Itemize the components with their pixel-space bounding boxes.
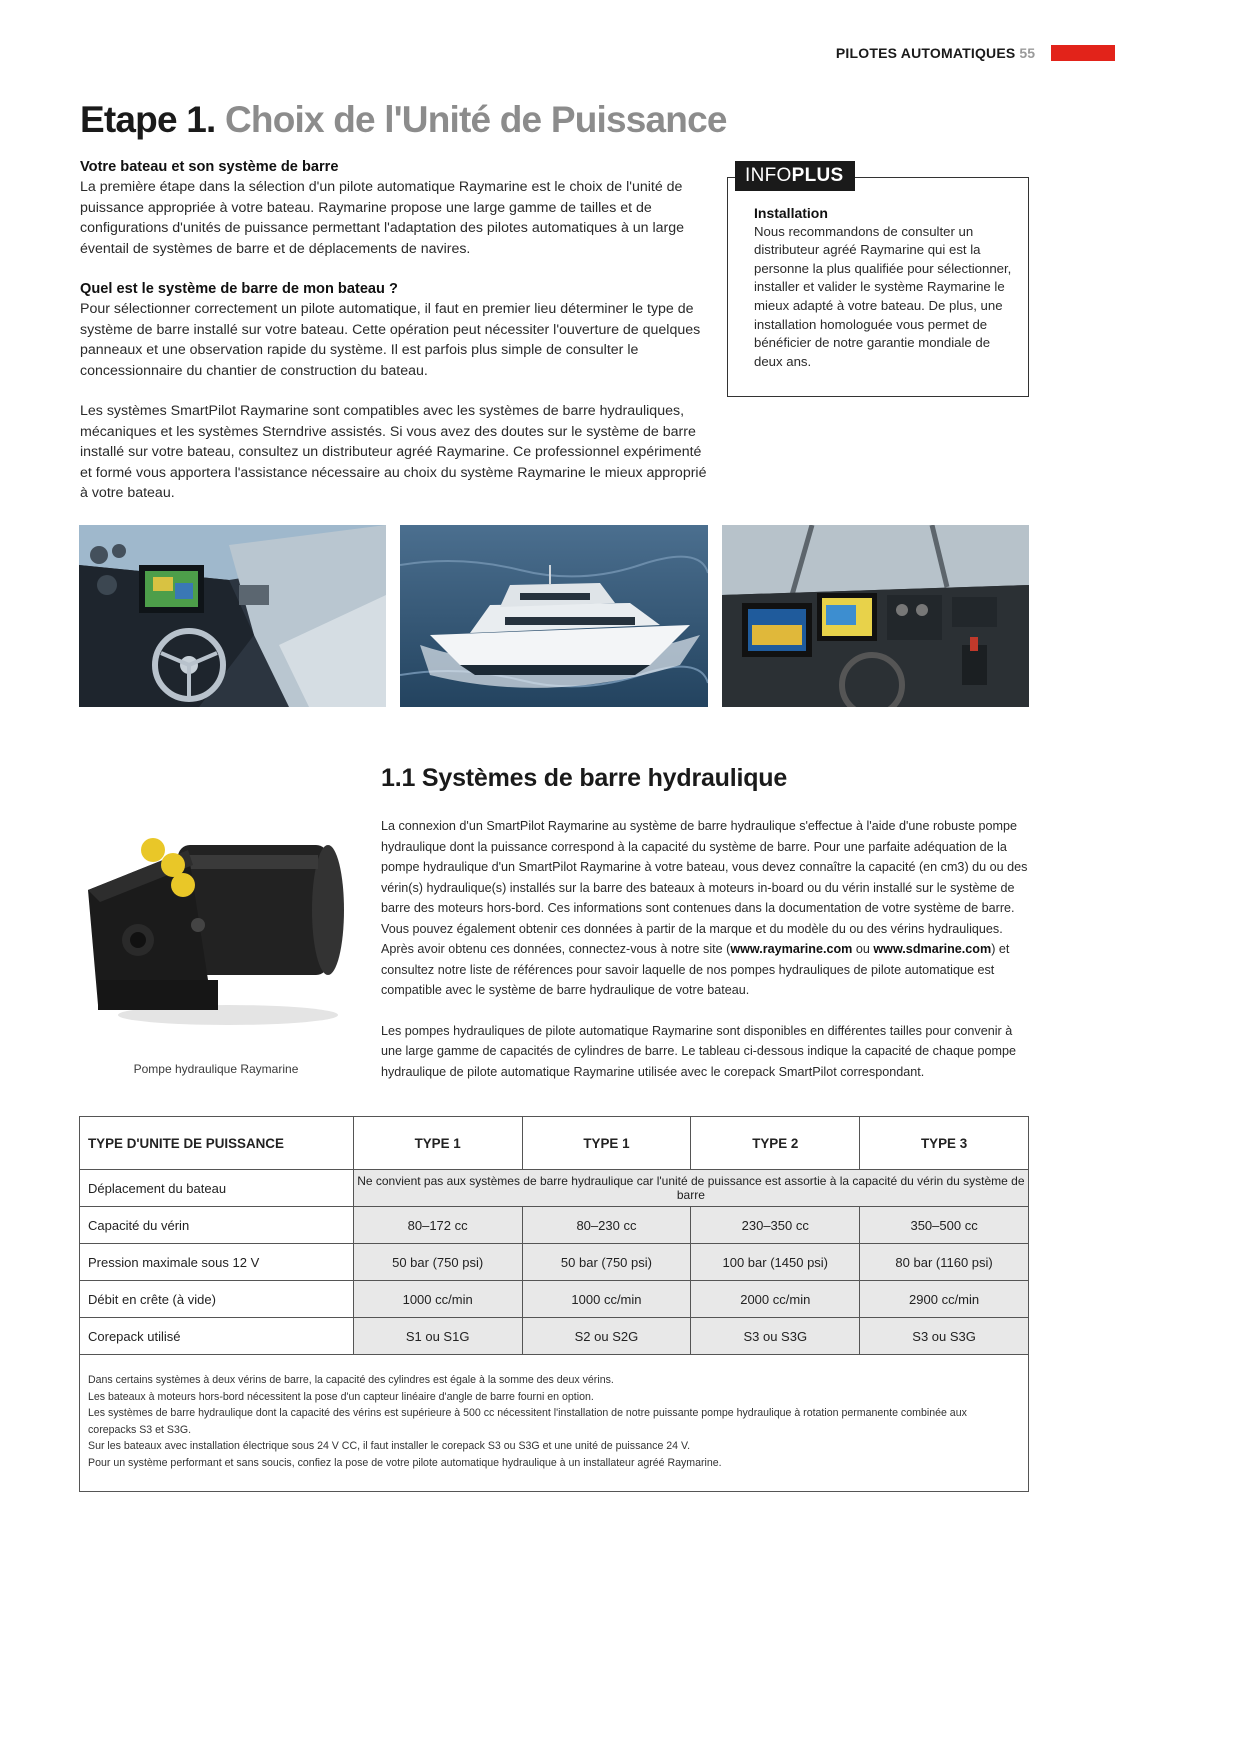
sdmarine-link[interactable]: www.sdmarine.com (873, 942, 992, 956)
section-heading: 1.1 Systèmes de barre hydraulique (381, 764, 788, 792)
photo-yacht (400, 525, 708, 707)
table-row (80, 1244, 1029, 1281)
table-header: TYPE 1 (353, 1117, 522, 1170)
intro-paragraph-2: Pour sélectionner correctement un pilote automatique, il faut en premier lieu déterminer le type de système de barre installé sur votre bateau. Cette opération peut nécessiter l'ouverture de quelques panneaux et une observation rapide du système. Il est parfois plus simple de consulter le concessionnaire du chantier de construction du bateau. (80, 301, 701, 379)
note-line: Les bateaux à moteurs hors-bord nécessitent la pose d'un capteur linéaire d'angle de barre fourni en option. (88, 1390, 594, 1403)
table-cell: 350–500 cc (860, 1207, 1029, 1244)
page-title (80, 98, 727, 142)
section-body (381, 816, 1031, 1082)
pump-caption: Pompe hydraulique Raymarine (133, 1062, 299, 1076)
page-number: 55 (1019, 45, 1035, 61)
intro-heading-2: Quel est le système de barre de mon bateau ? (80, 281, 398, 297)
pump-image (78, 830, 350, 1030)
table-cell: 80–172 cc (353, 1207, 522, 1244)
table-cell: Ne convient pas aux systèmes de barre hydraulique car l'unité de puissance est assortie à la capacité du vérin du système de barre (353, 1170, 1028, 1207)
table-header: TYPE D'UNITE DE PUISSANCE (80, 1117, 354, 1170)
section-name: PILOTES AUTOMATIQUES (835, 45, 1016, 61)
table-row (80, 1318, 1029, 1355)
section-paragraph-2: Les pompes hydrauliques de pilote automatique Raymarine sont disponibles en différentes tailles pour convenir à une large gamme de capacités de cylindres de barre. Le tableau ci-dessous indique la capacité de chaque pompe hydraulique de pilote automatique Raymarine utilisée avec le corepack SmartPilot correspondant. (381, 1023, 1016, 1079)
note-line: Les systèmes de barre hydraulique dont la capacité des vérins est supérieure à 500 cc nécessitent l'installation de notre puissante pompe hydraulique à rotation permanente combinée aux (88, 1407, 967, 1420)
table-row (80, 1207, 1029, 1244)
table-cell: 1000 cc/min (353, 1281, 522, 1318)
note-line: Dans certains systèmes à deux vérins de barre, la capacité des cylindres est égale à la somme des deux vérins. (88, 1374, 614, 1386)
note-line: corepacks S3 et S3G. (88, 1423, 192, 1436)
table-row (80, 1170, 1029, 1207)
row-label: Débit en crête (à vide) (80, 1281, 354, 1318)
table-header: TYPE 2 (691, 1117, 860, 1170)
page-header (836, 44, 1115, 62)
table-cell: 230–350 cc (691, 1207, 860, 1244)
infoplus-tag-bold: PLUS (791, 165, 844, 186)
table-header-row (80, 1117, 1029, 1170)
section-paragraph-1: La connexion d'un SmartPilot Raymarine au système de barre hydraulique s'effectue à l'aide d'une robuste pompe hydraulique dont la puissance correspond à la capacité du système de barre. Pour une parfaite adéquation de la pompe hydraulique d'un SmartPilot Raymarine à votre bateau, vous devez connaître la capacité (en cm3) du ou des vérin(s) hydraulique(s) installés sur la barre des bateaux à moteurs in-board ou du vérin installé sur le système de barre des moteurs hors-bord. Ces informations sont contenues dans la documentation de votre système de barre. Vous pouvez également obtenir ces données à partir de la marque et du modèle du ou des vérins hydrauliques. Après avoir obtenu ces données, connectez-vous à notre site (www.raymarine.com ou www.sdmarine.com) et consultez notre liste de références pour savoir laquelle de nos pompes hydrauliques de pilote automatique est compatible avec le système de barre hydraulique de votre bateau. (381, 819, 1028, 997)
raymarine-link[interactable]: www.raymarine.com (730, 942, 853, 956)
infoplus-heading: Installation (754, 205, 828, 221)
row-label: Pression maximale sous 12 V (80, 1244, 354, 1281)
title-step: Etape 1. (80, 99, 216, 140)
table-cell: 100 bar (1450 psi) (691, 1244, 860, 1281)
intro-paragraph-1: La première étape dans la sélection d'un pilote automatique Raymarine est le choix de l'unité de puissance appropriée à votre bateau. Raymarine propose une large gamme de tailles et de configurations d'unités de puissance permettant l'adaptation des pilotes automatiques à un large éventail de systèmes de barre et de déplacements de navires. (80, 179, 685, 257)
infoplus-tag-light: INFO (745, 165, 792, 186)
table-cell: 50 bar (750 psi) (522, 1244, 691, 1281)
note-line: Pour un système performant et sans soucis, confiez la pose de votre pilote automatique hydraulique à un installateur agréé Raymarine. (88, 1456, 722, 1469)
table-cell: S3 ou S3G (691, 1318, 860, 1355)
title-text: Choix de l'Unité de Puissance (215, 99, 727, 140)
photo-dashboard (79, 525, 386, 707)
table-cell: S1 ou S1G (353, 1318, 522, 1355)
intro-paragraph-3: Les systèmes SmartPilot Raymarine sont compatibles avec les systèmes de barre hydrauliques, mécaniques et les systèmes Sterndrive assistés. Si vous avez des doutes sur le système de barre installé sur votre bateau, consultez un distributeur agréé Raymarine. Ce professionnel expérimenté et formé vous apportera l'assistance nécessaire au choix du système Raymarine le mieux approprié à votre bateau. (80, 403, 707, 501)
table-cell: S2 ou S2G (522, 1318, 691, 1355)
intro-column (80, 157, 710, 504)
table-cell: 2000 cc/min (691, 1281, 860, 1318)
table-header: TYPE 1 (522, 1117, 691, 1170)
row-label: Déplacement du bateau (80, 1170, 354, 1207)
header-accent-bar (1051, 45, 1115, 61)
table-cell: 80 bar (1160 psi) (860, 1244, 1029, 1281)
row-label: Capacité du vérin (80, 1207, 354, 1244)
table-cell: 2900 cc/min (860, 1281, 1029, 1318)
table-cell: S3 ou S3G (860, 1318, 1029, 1355)
intro-heading-1: Votre bateau et son système de barre (80, 159, 339, 175)
note-line: Sur les bateaux avec installation électrique sous 24 V CC, il faut installer le corepack S3 ou S3G et une unité de puissance 24 V. (88, 1440, 691, 1453)
table-cell: 80–230 cc (522, 1207, 691, 1244)
table-cell: 1000 cc/min (522, 1281, 691, 1318)
table-row (80, 1281, 1029, 1318)
power-unit-table (79, 1116, 1029, 1355)
table-cell: 50 bar (750 psi) (353, 1244, 522, 1281)
photo-helm (722, 525, 1029, 707)
table-header: TYPE 3 (860, 1117, 1029, 1170)
infoplus-text: Nous recommandons de consulter un distributeur agréé Raymarine qui est la personne la plus qualifiée pour sélectionner, installer et valider le système Raymarine le mieux adapté à votre bateau. De plus, une installation homologuée vous permet de bénéficier de notre garantie mondiale de deux ans. (754, 223, 1012, 369)
infoplus-tag (735, 161, 855, 191)
infoplus-content (754, 204, 1016, 371)
table-notes (79, 1354, 1029, 1492)
row-label: Corepack utilisé (80, 1318, 354, 1355)
